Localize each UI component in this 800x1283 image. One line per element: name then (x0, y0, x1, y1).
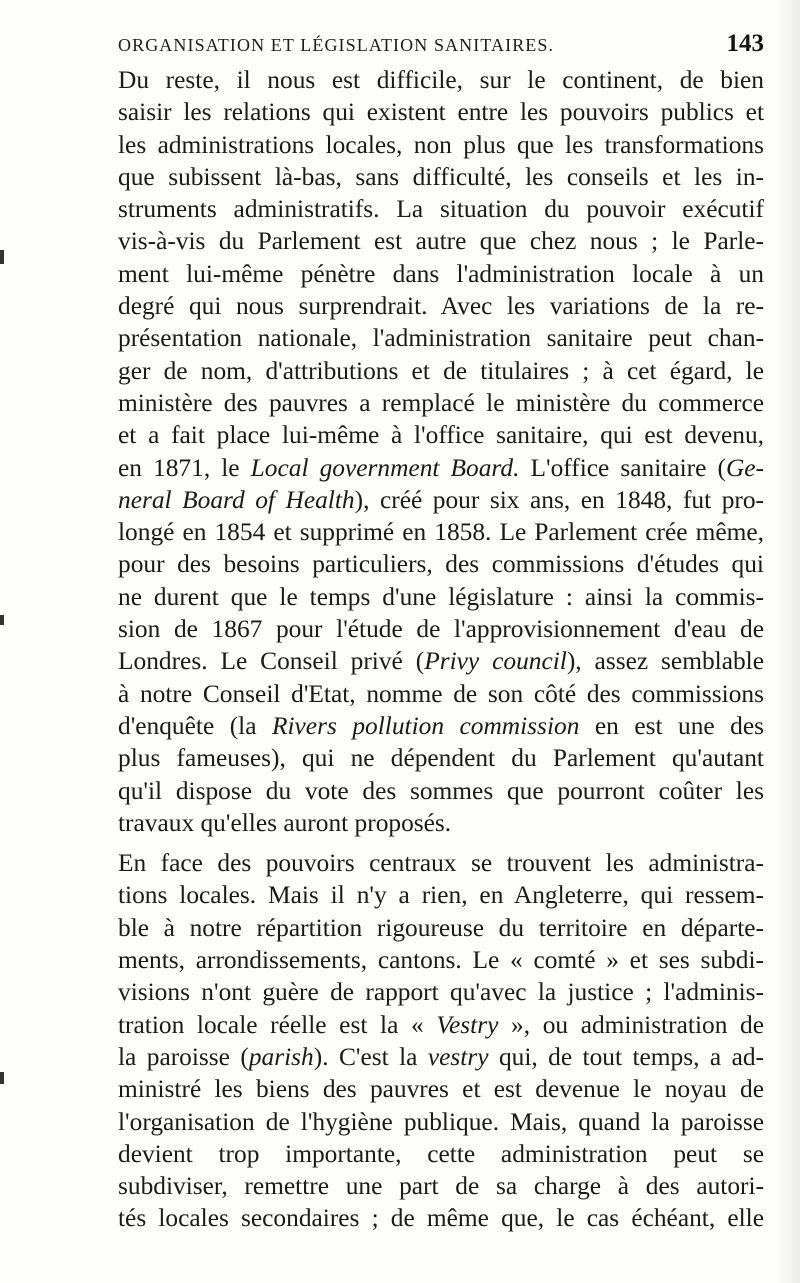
text-line: sion de 1867 pour l'étude de l'approvisionnement d'eau de (118, 615, 764, 644)
text-line: travaux qu'elles auront proposés. (118, 808, 452, 837)
italic-term: Rivers pollution commission (271, 711, 580, 740)
text-line (118, 452, 764, 484)
text-line: tés locales secondaires ; de même que, le cas échéant, elle (118, 1204, 764, 1233)
text-line: visions n'ont guère de rapport qu'avec la justice ; l'adminis- (118, 978, 764, 1007)
italic-term: Privy council (424, 647, 567, 676)
text-line: ble à notre répartition rigoureuse du territoire en départe- (118, 913, 764, 942)
text-line: ments, arrondissements, cantons. Le « comté » et ses subdi- (118, 946, 764, 975)
text-line (118, 710, 764, 742)
text-run: tration locale réelle est la « (118, 1010, 437, 1039)
text-run: ), assez semblable (566, 647, 764, 676)
text-run: ), créé pour six ans, en 1848, fut pro- (354, 485, 764, 514)
margin-mark (0, 615, 4, 625)
text-run: la paroisse ( (118, 1042, 249, 1071)
text-line: struments administratifs. La situation du pouvoir exécutif (118, 195, 764, 224)
italic-term: parish (248, 1042, 314, 1071)
text-line: présentation nationale, l'administration sanitaire peut chan- (118, 324, 764, 353)
text-line: ministère des pauvres a remplacé le ministère du commerce (118, 388, 764, 417)
text-line: En face des pouvoirs centraux se trouvent les administra- (118, 849, 764, 878)
margin-mark (0, 250, 4, 264)
text-line: subdiviser, remettre une part de sa charge à des autori- (118, 1172, 764, 1201)
text-run: Londres. Le Conseil privé ( (118, 647, 425, 676)
page-edge-shadow (776, 0, 800, 1283)
text-line: vis-à-vis du Parlement est autre que chez nous ; le Parle- (118, 227, 764, 256)
text-line (118, 484, 764, 516)
text-line: les administrations locales, non plus que les transformations (118, 130, 764, 159)
text-line: tions locales. Mais il n'y a rien, en Angleterre, qui ressem- (118, 881, 764, 910)
text-line: Du reste, il nous est difficile, sur le continent, de bien (118, 66, 764, 94)
running-title: ORGANISATION ET LÉGISLATION SANITAIRES. (118, 35, 555, 55)
text-run: en 1871, le (118, 453, 251, 482)
italic-term: Ge- (725, 453, 764, 482)
text-line: pour des besoins particuliers, des commissions d'études qui (118, 550, 764, 579)
italic-term: vestry (427, 1042, 489, 1071)
text-line: ministré les biens des pauvres et est devenue le noyau de (118, 1075, 764, 1104)
text-line (118, 645, 764, 677)
text-run: qui, de tout temps, a ad- (488, 1042, 764, 1071)
text-line: et a fait place lui-même à l'office sanitaire, qui est devenu, (118, 421, 764, 450)
margin-mark (0, 1072, 4, 1084)
running-header (118, 30, 764, 62)
text-line: devient trop importante, cette administration peut se (118, 1139, 764, 1168)
text-run: L'office sanitaire ( (519, 453, 726, 482)
body-text (118, 64, 764, 1235)
text-run: en est une des (579, 711, 764, 740)
text-line: degré qui nous surprendrait. Avec les variations de la re- (118, 292, 764, 321)
text-line: saisir les relations qui existent entre les pouvoirs publics et (118, 98, 764, 127)
text-line: qu'il dispose du vote des sommes que pourront coûter les (118, 776, 764, 805)
text-run: d'enquête (la (118, 711, 272, 740)
page-number: 143 (726, 30, 764, 57)
text-line: que subissent là-bas, sans difficulté, les conseils et les in- (118, 162, 764, 191)
italic-term: Vestry (436, 1010, 499, 1039)
text-line: à notre Conseil d'Etat, nomme de son côté des commissions (118, 679, 764, 708)
text-line: ment lui-même pénètre dans l'administration locale à un (118, 259, 764, 288)
italic-term: neral Board of Health (118, 485, 355, 514)
text-line (118, 1009, 764, 1041)
text-line (118, 1041, 764, 1073)
text-line: longé en 1854 et supprimé en 1858. Le Parlement crée même, (118, 518, 764, 547)
paragraph-gap (118, 839, 764, 847)
text-line: plus fameuses), qui ne dépendent du Parlement qu'autant (118, 744, 764, 773)
text-line: l'organisation de l'hygiène publique. Mais, quand la paroisse (118, 1107, 764, 1136)
text-line: ger de nom, d'attributions et de titulaires ; à cet égard, le (118, 356, 764, 385)
text-run: ). C'est la (313, 1042, 428, 1071)
text-line: ne durent que le temps d'une législature : ainsi la commis- (118, 582, 764, 611)
italic-term: Local government Board. (250, 453, 520, 482)
text-run: », ou administration de (498, 1010, 764, 1039)
